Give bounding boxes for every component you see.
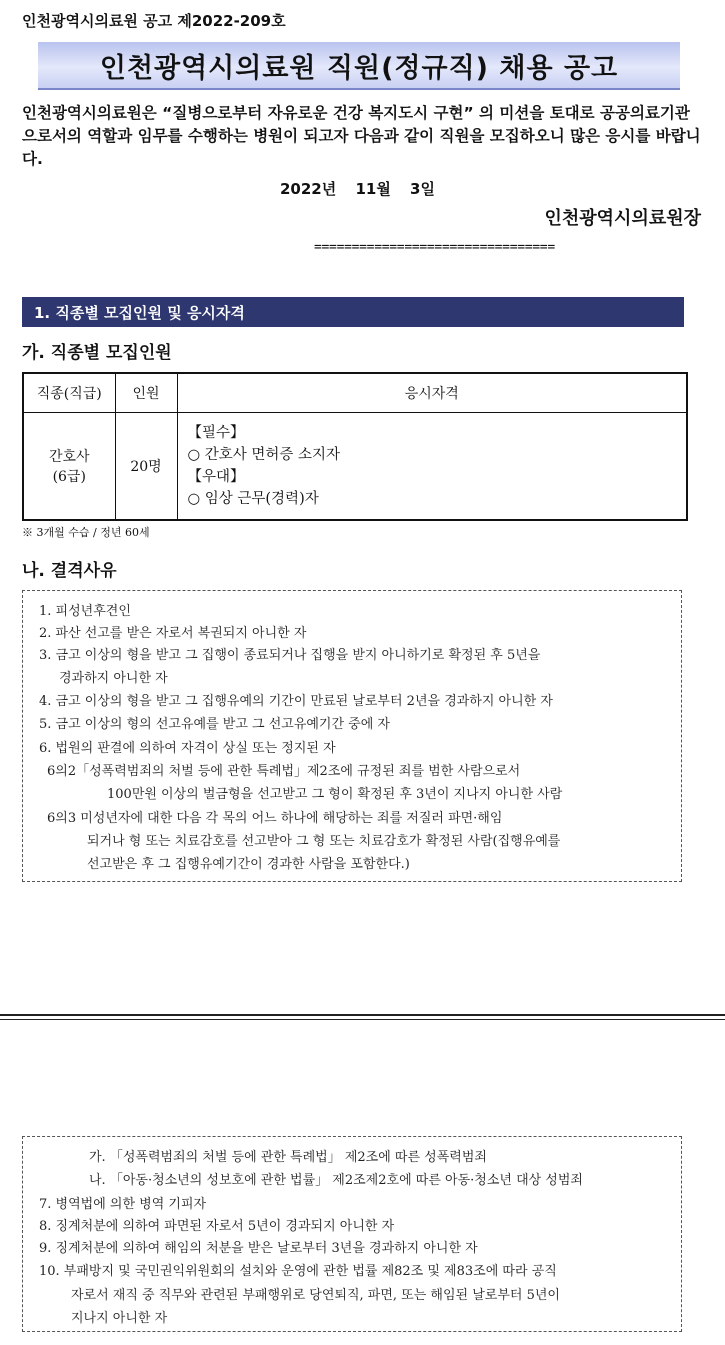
list-item: 가. 「성폭력범죄의 처벌 등에 관한 특례법」 제2조에 따른 성폭력범죄 — [89, 1150, 487, 1165]
title-banner — [38, 42, 680, 90]
list-item: 나. 「아동·청소년의 성보호에 관한 법률」 제2조제2호에 따른 아동·청소년 대상 성범죄 — [89, 1173, 583, 1188]
disqualification-box-2 — [22, 1136, 682, 1332]
page-title: 인천광역시의료원 직원(정규직) 채용 공고 — [99, 52, 619, 84]
list-item: 7. 병역법에 의한 병역 기피자 — [39, 1197, 207, 1212]
disqualification-box-1 — [22, 590, 682, 882]
list-item: 9. 징계처분에 의하여 해임의 처분을 받은 날로부터 3년을 경과하지 아니한 자 — [39, 1241, 478, 1256]
job-cell — [23, 413, 115, 521]
list-item: 10. 부패방지 및 국민권익위원회의 설치와 운영에 관한 법률 제82조 및 제83조에 따라 공직 — [39, 1264, 557, 1279]
list-item: 지나지 아니한 자 — [71, 1311, 168, 1326]
list-item: 100만원 이상의 벌금형을 선고받고 그 형이 확정된 후 3년이 지나지 아니한 사람 — [107, 787, 563, 802]
qual-line: 【필수】 — [187, 425, 245, 441]
section-1-header: 1. 직종별 모집인원 및 응시자격 — [22, 297, 684, 327]
subsection-b-title: 나. 결격사유 — [22, 561, 117, 581]
list-item: 2. 파산 선고를 받은 자로서 복권되지 아니한 자 — [39, 626, 307, 641]
signature: 인천광역시의료원장 — [544, 208, 701, 229]
intro-paragraph: 인천광역시의료원은 “질병으로부터 자유로운 건강 복지도시 구현” 의 미션을 토대로 공공의료기관으로서의 역할과 임무를 수행하는 병원이 되고자 다음과 같이 직원을 모집하오니 많은 응시를 바랍니다. — [22, 104, 701, 168]
separator-line: ================================ — [314, 240, 555, 255]
table-header: 직종(직급) — [23, 373, 115, 413]
qualification-cell — [177, 413, 687, 521]
notice-number: 인천광역시의료원 공고 제2022-209호 — [22, 12, 286, 30]
list-item: 4. 금고 이상의 형을 받고 그 집행유예의 기간이 만료된 날로부터 2년을 경과하지 아니한 자 — [39, 694, 553, 709]
table-footnote: ※ 3개월 수습 / 정년 60세 — [22, 526, 150, 539]
table-row — [23, 413, 687, 521]
recruitment-table — [22, 372, 688, 521]
qual-line: 【우대】 — [187, 469, 245, 485]
table-header: 인원 — [115, 373, 177, 413]
count-cell: 20명 — [115, 413, 177, 521]
qual-line: ○ 간호사 면허증 소지자 — [187, 447, 341, 463]
list-item: 되거나 형 또는 치료감호를 선고받아 그 형 또는 치료감호가 확정된 사람(집행유예를 — [87, 834, 561, 849]
list-item: 6의3 미성년자에 대한 다음 각 목의 어느 하나에 해당하는 죄를 저질러 파면·해임 — [47, 811, 503, 826]
list-item: 1. 피성년후견인 — [39, 604, 131, 619]
list-item: 3. 금고 이상의 형을 받고 그 집행이 종료되거나 집행을 받지 아니하기로 확정된 후 5년을 — [39, 648, 541, 663]
table-header-row — [23, 373, 687, 413]
page-break-rule — [0, 1019, 725, 1020]
list-item: 자로서 재직 중 직무와 관련된 부패행위로 당연퇴직, 파면, 또는 해임된 날로부터 5년이 — [71, 1288, 560, 1303]
qual-line: ○ 임상 근무(경력)자 — [187, 491, 319, 507]
page-break-rule — [0, 1014, 725, 1016]
job-title: 간호사 — [48, 449, 90, 465]
table-header: 응시자격 — [177, 373, 687, 413]
notice-date: 2022년 11월 3일 — [280, 180, 435, 198]
job-grade: (6급) — [52, 469, 86, 485]
list-item: 경과하지 아니한 자 — [59, 671, 168, 686]
list-item: 6의2「성폭력범죄의 처벌 등에 관한 특례법」제2조에 규정된 죄를 범한 사람으로서 — [47, 764, 521, 779]
list-item: 선고받은 후 그 집행유예기간이 경과한 사람을 포함한다.) — [87, 857, 410, 872]
list-item: 6. 법원의 판결에 의하여 자격이 상실 또는 정지된 자 — [39, 741, 336, 756]
subsection-a-title: 가. 직종별 모집인원 — [22, 343, 172, 363]
list-item: 5. 금고 이상의 형의 선고유예를 받고 그 선고유예기간 중에 자 — [39, 717, 390, 732]
list-item: 8. 징계처분에 의하여 파면된 자로서 5년이 경과되지 아니한 자 — [39, 1219, 395, 1234]
